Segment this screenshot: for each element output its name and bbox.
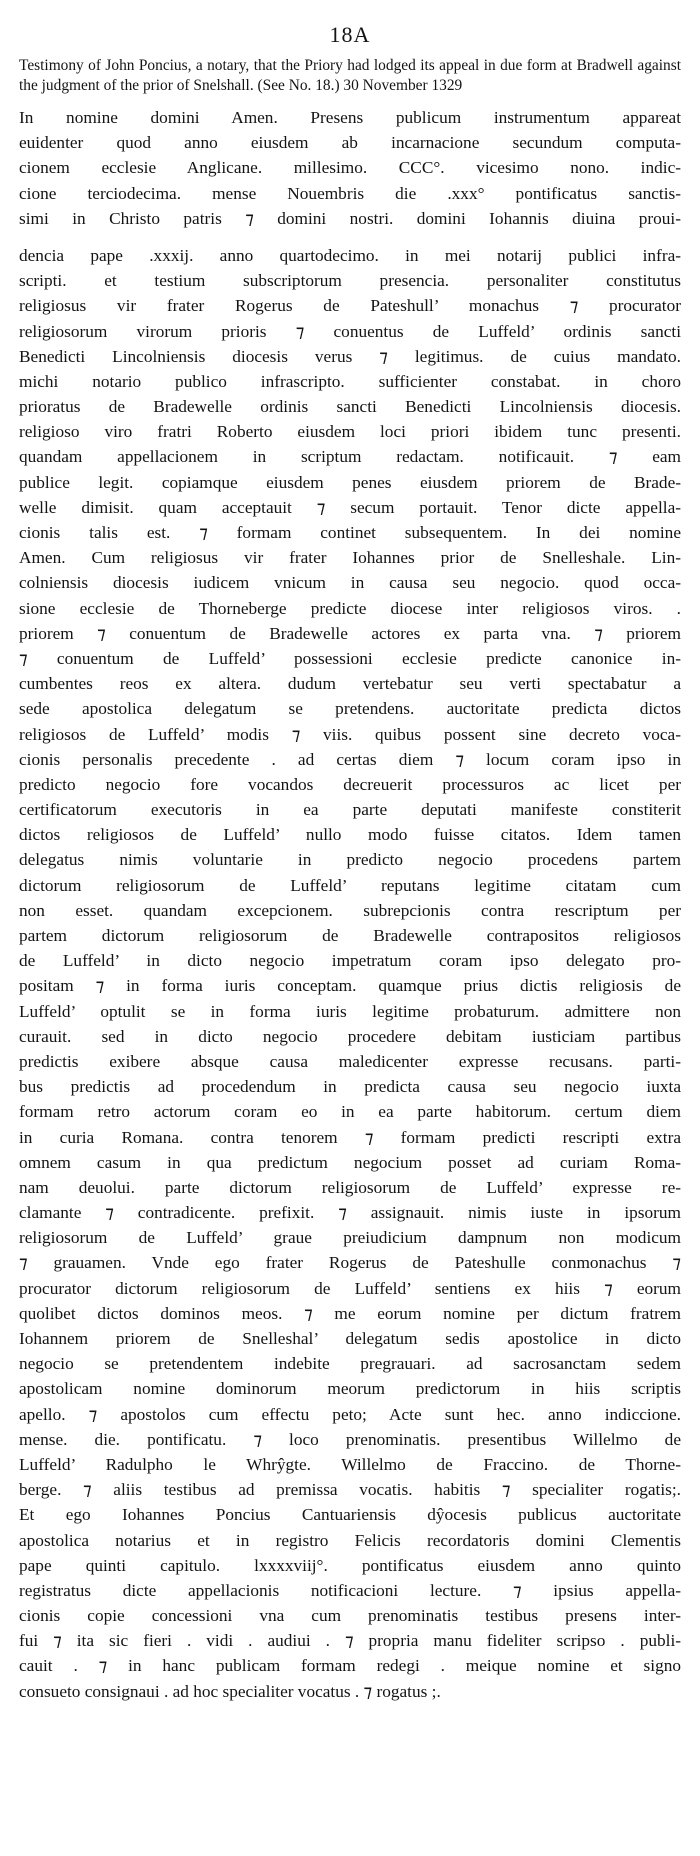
text-line: dictorum religiosorum de Luffeld’ reputans legitime citatam cum (19, 875, 681, 895)
text-line: cionis talis est. ⁊ formam continet subsequentem. In dei nomine (19, 523, 681, 542)
text-line: dencia pape .xxxij. anno quartodecimo. in mei notarij publici infra- (19, 245, 681, 265)
text-line: religiosorum virorum prioris ⁊ conuentus de Luffeld’ ordinis sancti (19, 321, 681, 341)
text-line: Benedicti Lincolniensis diocesis verus ⁊ legitimus. de cuius mandato. (19, 346, 681, 366)
text-line: apostolicam nomine dominorum meorum predictorum in hiis scriptis (19, 1379, 681, 1399)
text-line: mense. die. pontificatu. ⁊ loco prenominatis. presentibus Willelmo de (19, 1429, 681, 1449)
page-number: 18A (329, 22, 371, 47)
text-line: Amen. Cum religiosus vir frater Iohannes prior de Snelleshale. Lin- (19, 548, 681, 568)
text-line: procurator dictorum religiosorum de Luffeld’ sentiens ex hiis ⁊ eorum (19, 1278, 681, 1298)
text-line: publice legit. copiamque eiusdem penes eiusdem priorem de Brade- (19, 472, 681, 492)
text-line: registratus dicte appellacionis notificacioni lecture. ⁊ ipsius appella- (19, 1580, 681, 1600)
text-line: apello. ⁊ apostolos cum effectu peto; Acte sunt hec. anno indiccione. (19, 1404, 681, 1424)
text-line: consueto consignaui . ad hoc specialiter vocatus . ⁊ rogatus ;. (19, 1681, 441, 1701)
text-line: formam retro actorum coram eo in ea parte habitorum. certum diem (19, 1102, 681, 1122)
text-line: partem dictorum religiosorum de Bradewelle contrapositos religiosos (19, 926, 681, 945)
text-line: dictos religiosos de Luffeld’ nullo modo fuisse citatos. Idem tamen (19, 825, 681, 845)
text-line: Luffeld’ Radulpho le Whrŷgte. Willelmo de Fraccino. de Thorne- (19, 1454, 681, 1474)
text-line: welle dimisit. quam acceptauit ⁊ secum portauit. Tenor dicte appella- (19, 497, 681, 517)
text-line: predictis exibere absque causa maledicenter expresse recusans. parti- (19, 1051, 681, 1071)
text-line: cione terciodecima. mense Nouembris die .xxx° pontificatus sanctis- (19, 183, 681, 203)
text-line: omnem casum in qua predictum negocium posset ad curiam Roma- (19, 1152, 681, 1172)
text-line: scripti. et testium subscriptorum presencia. personaliter constitutus (19, 271, 681, 291)
text-line: delegatus nimis voluntarie in predicto negocio procedens partem (19, 850, 681, 870)
text-line: cionis copie concessioni vna cum prenominatis testibus presens inter- (19, 1606, 681, 1626)
text-line: sede apostolica delegatum se pretendens. auctoritate predicta dictos (19, 699, 681, 719)
text-line: In nomine domini Amen. Presens publicum instrumentum appareat (19, 108, 681, 127)
text-line: religiosorum de Luffeld’ graue preiudicium dampnum non modicum (19, 1228, 681, 1248)
text-line: certificatorum executoris in ea parte deputati manifeste constiterit (19, 800, 681, 820)
text-line: euidenter quod anno eiusdem ab incarnacione secundum computa- (19, 133, 681, 153)
text-line: predicto negocio fore vocandos decreuerit processuros ac licet per (19, 774, 681, 794)
text-line: priorem ⁊ conuentum de Bradewelle actores ex parta vna. ⁊ priorem (19, 623, 681, 643)
text-line: religiosos de Luffeld’ modis ⁊ viis. quibus possent sine decreto voca- (19, 724, 681, 744)
text-line: religioso viro fratri Roberto eiusdem loci priori ibidem tunc presenti. (19, 422, 681, 442)
text-line: negocio se pretendentem indebite pregrauari. ad sacrosanctam sedem (19, 1354, 681, 1374)
text-line: Iohannem priorem de Snelleshal’ delegatum sedis apostolice in dicto (19, 1329, 681, 1348)
text-line: ⁊ conuentum de Luffeld’ possessioni ecclesie predicte canonice in- (19, 648, 681, 668)
text-line: nam deuolui. parte dictorum religiosorum de Luffeld’ expresse re- (19, 1177, 681, 1197)
text-line: simi in Christo patris ⁊ domini nostri. domini Iohannis diuina proui- (19, 208, 681, 228)
text-line: cionis personalis precedente . ad certas diem ⁊ locum coram ipso in (19, 749, 681, 769)
text-line: ⁊ grauamen. Vnde ego frater Rogerus de Pateshulle conmonachus ⁊ (19, 1253, 681, 1273)
text-line: cionem ecclesie Anglicane. millesimo. CCC°. vicesimo nono. indic- (19, 158, 681, 178)
text-line: quolibet dictos dominos meos. ⁊ me eorum nomine per dictum fratrem (19, 1303, 681, 1323)
text-line: michi notario publico infrascripto. sufficienter constabat. in choro (19, 371, 681, 391)
document-headnote: Testimony of John Poncius, a notary, that the Priory had lodged its appeal in due form at Bradwell against the judgment of the prior of Snelshall. (See No. 18.) 30 November 1329 (19, 57, 681, 94)
charter-text-part-1 (19, 105, 681, 231)
text-line: clamante ⁊ contradicente. prefixit. ⁊ assignauit. nimis iuste in ipsorum (19, 1203, 681, 1223)
text-line: non esset. quandam excepcionem. subrepcionis contra rescriptum per (19, 900, 681, 920)
text-line: positam ⁊ in forma iuris conceptam. quamque prius dictis religiosis de (19, 976, 681, 996)
text-line: Et ego Iohannes Poncius Cantuariensis dŷocesis publicus auctoritate (19, 1505, 681, 1525)
text-line: bus predictis ad procedendum in predicta causa seu negocio iuxta (19, 1077, 681, 1097)
text-line: colniensis diocesis iudicem vnicum in causa seu negocio. quod occa- (19, 573, 681, 593)
text-line: quandam appellacionem in scriptum redactam. notificauit. ⁊ eam (19, 447, 681, 467)
text-line: sione ecclesie de Thorneberge predicte diocese inter religiosos viros. . (19, 598, 681, 618)
text-line: in curia Romana. contra tenorem ⁊ formam predicti rescripti extra (19, 1127, 681, 1147)
text-line: berge. ⁊ aliis testibus ad premissa vocatis. habitis ⁊ specialiter rogatis;. (19, 1480, 681, 1500)
text-line: curauit. sed in dicto negocio procedere debitam iusticiam partibus (19, 1026, 681, 1046)
text-line: pape quinti capitulo. lxxxxviij°. pontificatus eiusdem anno quinto (19, 1555, 681, 1575)
charter-text-part-2 (19, 243, 681, 1704)
text-line: Luffeld’ optulit se in forma iuris legitime probaturum. admittere non (19, 1001, 681, 1021)
text-line: apostolica notarius et in registro Felicis recordatoris domini Clementis (19, 1530, 681, 1550)
text-line: religiosus vir frater Rogerus de Pateshull’ monachus ⁊ procurator (19, 296, 681, 316)
line-gap (19, 231, 681, 243)
text-line: fui ⁊ ita sic fieri . vidi . audiui . ⁊ propria manu fideliter scripso . publi- (19, 1631, 681, 1651)
text-line: de Luffeld’ in dicto negocio impetratum coram ipso delegato pro- (19, 951, 681, 971)
text-line: prioratus de Bradewelle ordinis sancti Benedicti Lincolniensis diocesis. (19, 397, 681, 417)
text-line: cumbentes reos ex altera. dudum vertebatur seu verti spectabatur a (19, 674, 681, 694)
text-line: cauit . ⁊ in hanc publicam formam redegi . meique nomine et signo (19, 1656, 681, 1676)
